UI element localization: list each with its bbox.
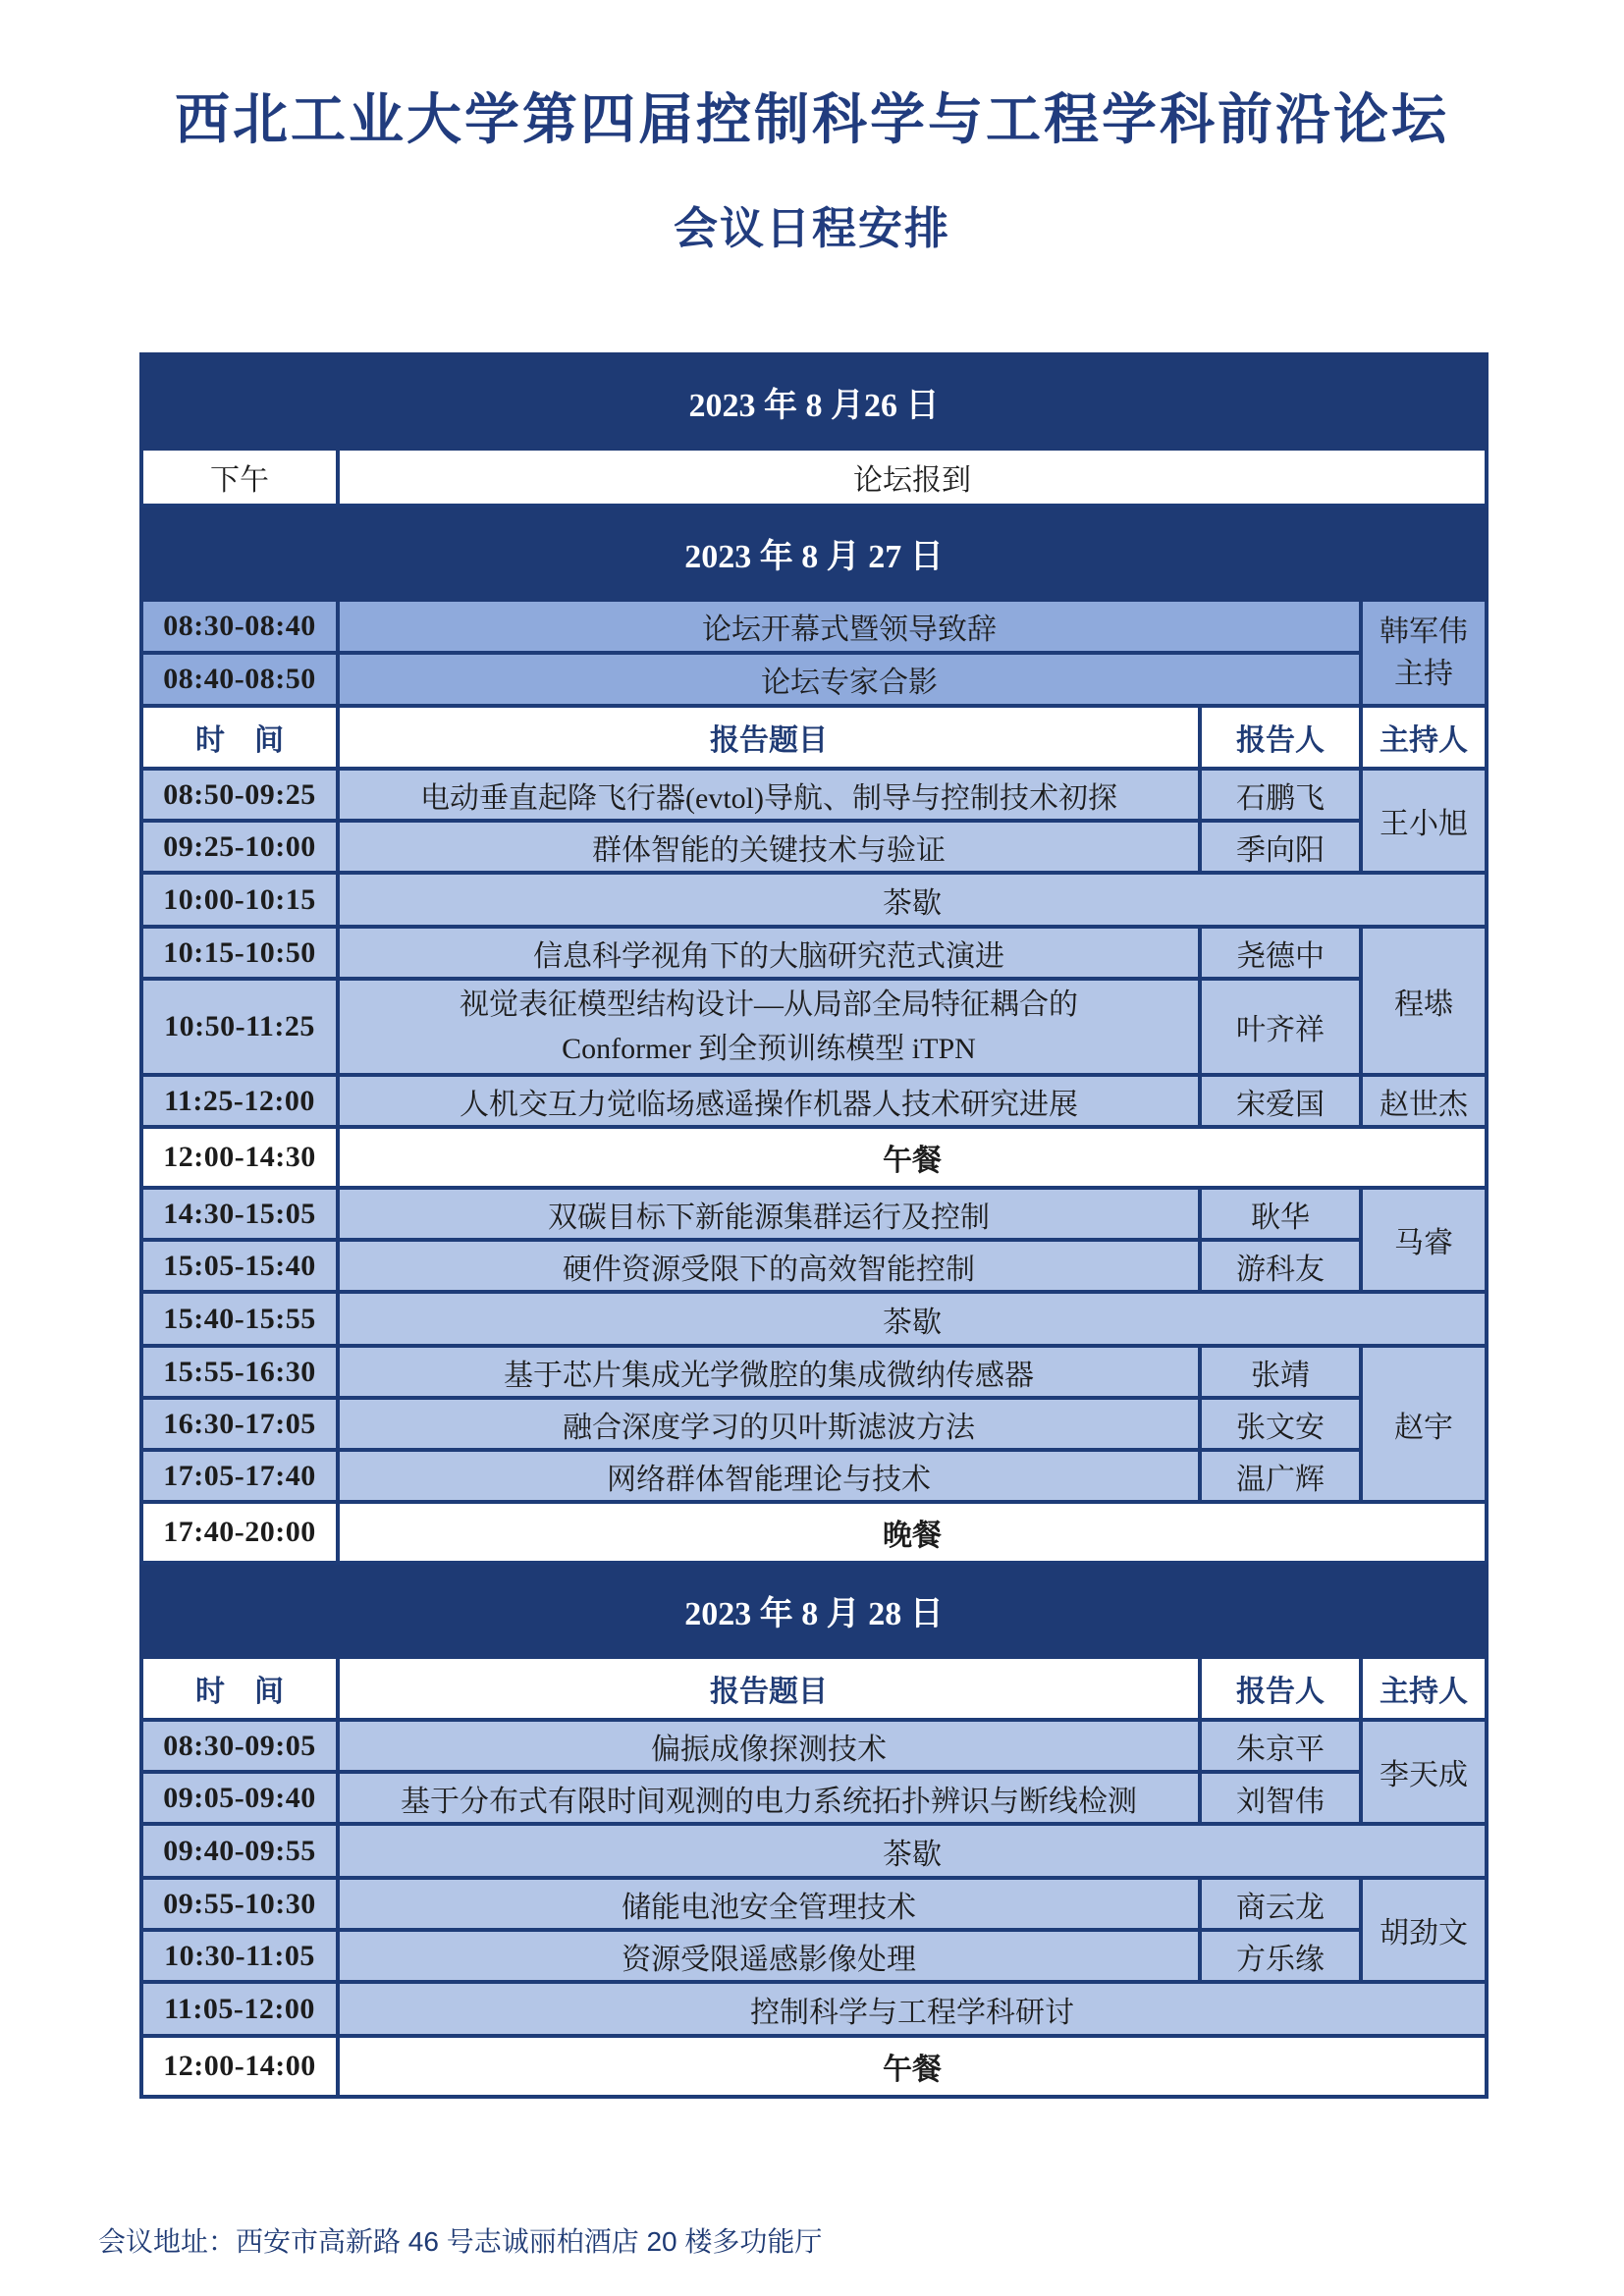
talk-title-cell: 信息科学视角下的大脑研究范式演进 [338, 927, 1200, 979]
break-row [141, 1292, 1487, 1346]
speaker-cell: 叶齐祥 [1200, 979, 1361, 1075]
time-cell: 下午 [141, 449, 338, 506]
host-cell: 马睿 [1361, 1188, 1487, 1292]
header-speaker: 报告人 [1200, 1657, 1361, 1720]
time-cell: 09:55-10:30 [141, 1878, 338, 1930]
talk-row [141, 1075, 1487, 1127]
speaker-cell: 宋爱国 [1200, 1075, 1361, 1127]
speaker-cell: 石鹏飞 [1200, 769, 1361, 821]
time-cell: 15:40-15:55 [141, 1292, 338, 1346]
break-cell: 茶歇 [338, 1292, 1487, 1346]
time-cell: 08:50-09:25 [141, 769, 338, 821]
talk-row [141, 927, 1487, 979]
talk-title-cell: 硬件资源受限下的高效智能控制 [338, 1240, 1200, 1292]
meal-cell: 午餐 [338, 2036, 1487, 2097]
talk-title-cell [338, 979, 1200, 1075]
host-cell: 赵宇 [1361, 1346, 1487, 1502]
speaker-cell: 游科友 [1200, 1240, 1361, 1292]
time-cell: 09:40-09:55 [141, 1824, 338, 1878]
talk-title-cell: 基于分布式有限时间观测的电力系统拓扑辨识与断线检测 [338, 1772, 1200, 1824]
speaker-cell: 张靖 [1200, 1346, 1361, 1398]
speaker-cell: 尧德中 [1200, 927, 1361, 979]
talk-title-cell: 偏振成像探测技术 [338, 1720, 1200, 1772]
talk-row [141, 1878, 1487, 1930]
meal-row [141, 1502, 1487, 1563]
page-subtitle: 会议日程安排 [673, 203, 950, 253]
talk-row [141, 1346, 1487, 1398]
time-cell: 08:30-09:05 [141, 1720, 338, 1772]
speaker-cell: 商云龙 [1200, 1878, 1361, 1930]
talk-row [141, 1188, 1487, 1240]
host-cell: 李天成 [1361, 1720, 1487, 1824]
event-cell: 控制科学与工程学科研讨 [338, 1982, 1487, 2036]
meal-row [141, 2036, 1487, 2097]
speaker-cell: 张文安 [1200, 1398, 1361, 1450]
break-row [141, 1824, 1487, 1878]
event-cell: 论坛开幕式暨领导致辞 [338, 600, 1361, 653]
time-cell: 15:05-15:40 [141, 1240, 338, 1292]
date-banner-aug27 [141, 506, 1487, 600]
talk-row [141, 1240, 1487, 1292]
date-banner-text: 2023 年 8 月 27 日 [141, 506, 1487, 600]
host-role: 主持 [1394, 658, 1453, 690]
date-banner-aug28 [141, 1563, 1487, 1657]
time-cell: 15:55-16:30 [141, 1346, 338, 1398]
event-cell: 论坛报到 [338, 449, 1487, 506]
talk-row [141, 821, 1487, 873]
time-cell: 09:25-10:00 [141, 821, 338, 873]
time-cell: 09:05-09:40 [141, 1772, 338, 1824]
time-cell: 10:30-11:05 [141, 1930, 338, 1982]
talk-title-line2: Conformer 到全预训练模型 iTPN [562, 1033, 976, 1065]
time-cell: 11:25-12:00 [141, 1075, 338, 1127]
host-cell: 王小旭 [1361, 769, 1487, 873]
meal-cell: 晚餐 [338, 1502, 1487, 1563]
speaker-cell: 耿华 [1200, 1188, 1361, 1240]
time-cell: 17:40-20:00 [141, 1502, 338, 1563]
header-title: 报告题目 [338, 706, 1200, 769]
meal-cell: 午餐 [338, 1127, 1487, 1188]
talk-title-cell: 双碳目标下新能源集群运行及控制 [338, 1188, 1200, 1240]
talk-row [141, 769, 1487, 821]
time-cell: 17:05-17:40 [141, 1450, 338, 1502]
time-cell: 10:50-11:25 [141, 979, 338, 1075]
talk-row [141, 1398, 1487, 1450]
time-cell: 08:40-08:50 [141, 653, 338, 706]
talk-title-cell: 人机交互力觉临场感遥操作机器人技术研究进展 [338, 1075, 1200, 1127]
talk-row [141, 1720, 1487, 1772]
header-speaker: 报告人 [1200, 706, 1361, 769]
talk-row [141, 1930, 1487, 1982]
host-name: 韩军伟 [1380, 614, 1468, 648]
discussion-row [141, 1982, 1487, 2036]
host-cell: 程塨 [1361, 927, 1487, 1075]
header-host: 主持人 [1361, 1657, 1487, 1720]
date-banner-text: 2023 年 8 月 28 日 [141, 1563, 1487, 1657]
talk-row [141, 1772, 1487, 1824]
talk-title-cell: 储能电池安全管理技术 [338, 1878, 1200, 1930]
date-banner-aug26 [141, 354, 1487, 449]
talk-title-cell: 群体智能的关键技术与验证 [338, 821, 1200, 873]
header-title: 报告题目 [338, 1657, 1200, 1720]
schedule-row [141, 449, 1487, 506]
talk-row [141, 979, 1487, 1075]
speaker-cell: 温广辉 [1200, 1450, 1361, 1502]
schedule-table [139, 352, 1489, 2099]
host-cell: 胡劲文 [1361, 1878, 1487, 1982]
talk-title-cell: 电动垂直起降飞行器(evtol)导航、制导与控制技术初探 [338, 769, 1200, 821]
opening-row [141, 600, 1487, 653]
break-cell: 茶歇 [338, 873, 1487, 927]
column-header-row [141, 706, 1487, 769]
speaker-cell: 刘智伟 [1200, 1772, 1361, 1824]
page-title: 西北工业大学第四届控制科学与工程学科前沿论坛 [175, 88, 1449, 150]
header-time: 时 间 [141, 706, 338, 769]
event-cell: 论坛专家合影 [338, 653, 1361, 706]
break-cell: 茶歇 [338, 1824, 1487, 1878]
header-time: 时 间 [141, 1657, 338, 1720]
date-banner-text: 2023 年 8 月26 日 [141, 354, 1487, 449]
time-cell: 10:00-10:15 [141, 873, 338, 927]
time-cell: 16:30-17:05 [141, 1398, 338, 1450]
speaker-cell: 季向阳 [1200, 821, 1361, 873]
break-row [141, 873, 1487, 927]
host-cell [1361, 600, 1487, 706]
host-cell: 赵世杰 [1361, 1075, 1487, 1127]
time-cell: 10:15-10:50 [141, 927, 338, 979]
meal-row [141, 1127, 1487, 1188]
venue-address: 会议地址：西安市高新路 46 号志诚丽柏酒店 20 楼多功能厅 [98, 2226, 823, 2257]
time-cell: 14:30-15:05 [141, 1188, 338, 1240]
talk-title-cell: 网络群体智能理论与技术 [338, 1450, 1200, 1502]
opening-row [141, 653, 1487, 706]
talk-title-cell: 资源受限遥感影像处理 [338, 1930, 1200, 1982]
time-cell: 08:30-08:40 [141, 600, 338, 653]
column-header-row [141, 1657, 1487, 1720]
talk-title-cell: 基于芯片集成光学微腔的集成微纳传感器 [338, 1346, 1200, 1398]
talk-title-line1: 视觉表征模型结构设计—从局部全局特征耦合的 [460, 988, 1078, 1021]
time-cell: 12:00-14:30 [141, 1127, 338, 1188]
header-host: 主持人 [1361, 706, 1487, 769]
speaker-cell: 方乐缘 [1200, 1930, 1361, 1982]
time-cell: 12:00-14:00 [141, 2036, 338, 2097]
talk-title-cell: 融合深度学习的贝叶斯滤波方法 [338, 1398, 1200, 1450]
time-cell: 11:05-12:00 [141, 1982, 338, 2036]
talk-row [141, 1450, 1487, 1502]
speaker-cell: 朱京平 [1200, 1720, 1361, 1772]
